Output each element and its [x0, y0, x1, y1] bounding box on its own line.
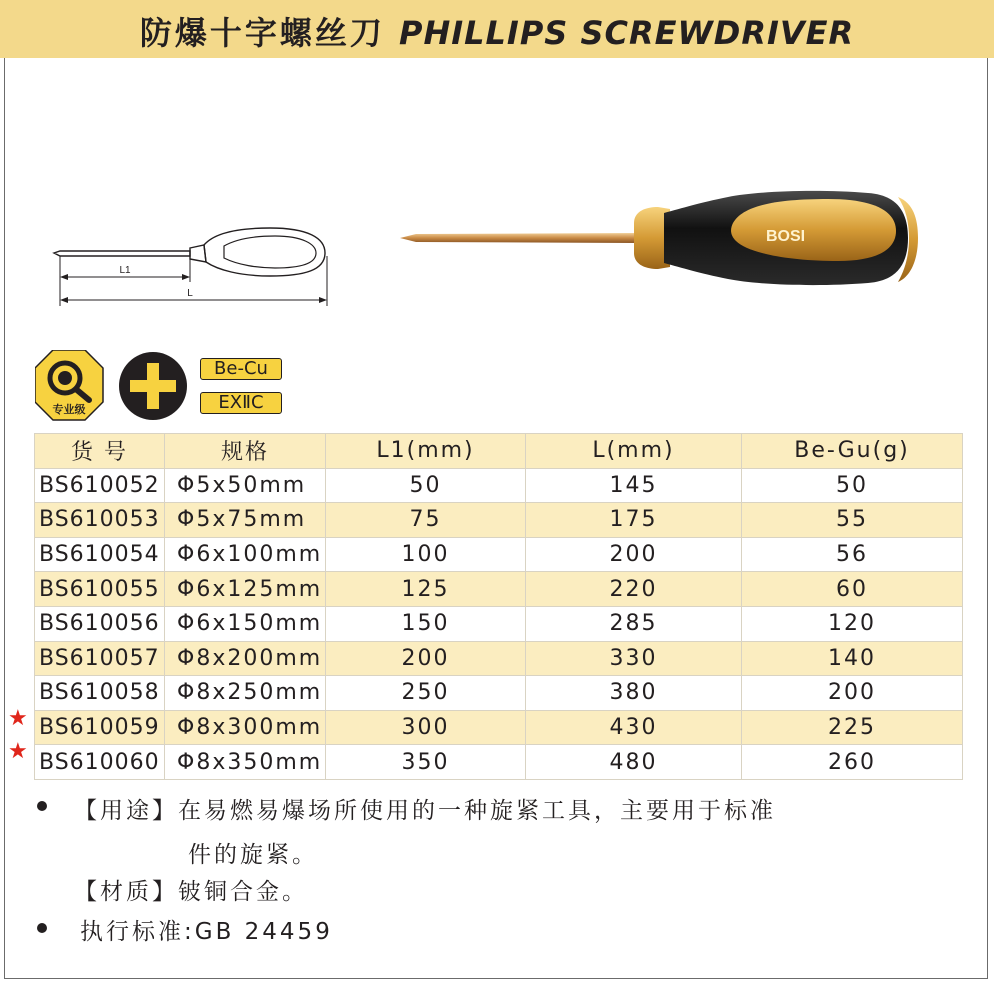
table-row	[35, 606, 963, 641]
cell-spec: Φ6x100mm	[165, 537, 326, 572]
cell-l1: 50	[326, 468, 526, 503]
spec-table	[34, 433, 963, 780]
cell-l1: 300	[326, 710, 526, 745]
material-label: 【材质】	[74, 879, 178, 905]
l1-dimension-label: L1	[119, 265, 131, 276]
cell-code: BS610059	[35, 710, 165, 745]
cell-code: BS610052	[35, 468, 165, 503]
material-tag: Be-Cu	[200, 358, 282, 380]
title-chinese: 防爆十字螺丝刀	[139, 14, 385, 52]
title-english: PHILLIPS SCREWDRIVER	[398, 14, 855, 52]
cell-l: 285	[526, 606, 742, 641]
usage-label: 【用途】	[74, 798, 178, 824]
cell-spec: Φ8x200mm	[165, 641, 326, 676]
star-icon: ★	[8, 739, 28, 765]
cell-spec: Φ6x125mm	[165, 572, 326, 607]
cell-l1: 125	[326, 572, 526, 607]
usage-text-line1: 在易燃易爆场所使用的一种旋紧工具，主要用于标准	[178, 798, 776, 824]
cell-l: 380	[526, 676, 742, 711]
table-row	[35, 503, 963, 538]
dimension-drawing	[40, 220, 340, 310]
cell-l1: 75	[326, 503, 526, 538]
cell-weight: 55	[742, 503, 963, 538]
col-header-l1: L1(mm)	[326, 434, 526, 469]
cell-weight: 225	[742, 710, 963, 745]
cell-l: 175	[526, 503, 742, 538]
star-icon: ★	[8, 705, 28, 731]
table-row	[35, 641, 963, 676]
col-header-spec: 规格	[165, 434, 326, 469]
col-header-l: L(mm)	[526, 434, 742, 469]
cell-weight: 120	[742, 606, 963, 641]
bullet-icon	[37, 801, 47, 811]
cell-l: 145	[526, 468, 742, 503]
cell-weight: 200	[742, 676, 963, 711]
cell-weight: 140	[742, 641, 963, 676]
cell-spec: Φ8x250mm	[165, 676, 326, 711]
feature-badges	[35, 350, 195, 425]
material-note	[74, 873, 308, 906]
professional-badge-label: 专业级	[52, 403, 86, 416]
cell-spec: Φ8x350mm	[165, 745, 326, 780]
cell-l1: 150	[326, 606, 526, 641]
cell-l1: 250	[326, 676, 526, 711]
screwdriver-photo	[398, 183, 918, 293]
cell-spec: Φ5x50mm	[165, 468, 326, 503]
table-row	[35, 468, 963, 503]
table-row	[35, 537, 963, 572]
usage-note	[74, 792, 776, 825]
header-bar	[0, 0, 994, 58]
cell-weight: 56	[742, 537, 963, 572]
page-title	[0, 8, 994, 54]
cell-l: 330	[526, 641, 742, 676]
cell-spec: Φ6x150mm	[165, 606, 326, 641]
usage-text-line2: 件的旋紧。	[188, 842, 318, 868]
table-row	[35, 676, 963, 711]
cell-code: BS610055	[35, 572, 165, 607]
cell-code: BS610057	[35, 641, 165, 676]
cell-l: 220	[526, 572, 742, 607]
cell-l: 480	[526, 745, 742, 780]
table-row	[35, 745, 963, 780]
col-header-code: 货 号	[35, 434, 165, 469]
standard-note: 执行标准:GB 24459	[80, 919, 333, 945]
table-header-row	[35, 434, 963, 469]
cell-l1: 200	[326, 641, 526, 676]
explosion-class-tag: EXⅡC	[200, 392, 282, 414]
cell-l: 430	[526, 710, 742, 745]
cell-l1: 100	[326, 537, 526, 572]
material-text: 铍铜合金。	[178, 879, 308, 905]
cell-l: 200	[526, 537, 742, 572]
cell-code: BS610056	[35, 606, 165, 641]
col-header-weight: Be-Gu(g)	[742, 434, 963, 469]
cell-weight: 50	[742, 468, 963, 503]
cell-code: BS610060	[35, 745, 165, 780]
cell-weight: 260	[742, 745, 963, 780]
brand-mark: BOSI	[766, 228, 806, 245]
cell-spec: Φ8x300mm	[165, 710, 326, 745]
l-dimension-label: L	[187, 288, 193, 299]
cell-code: BS610054	[35, 537, 165, 572]
cell-l1: 350	[326, 745, 526, 780]
cell-code: BS610058	[35, 676, 165, 711]
cell-weight: 60	[742, 572, 963, 607]
table-row	[35, 710, 963, 745]
cell-spec: Φ5x75mm	[165, 503, 326, 538]
bullet-icon	[37, 923, 47, 933]
table-row	[35, 572, 963, 607]
cell-code: BS610053	[35, 503, 165, 538]
